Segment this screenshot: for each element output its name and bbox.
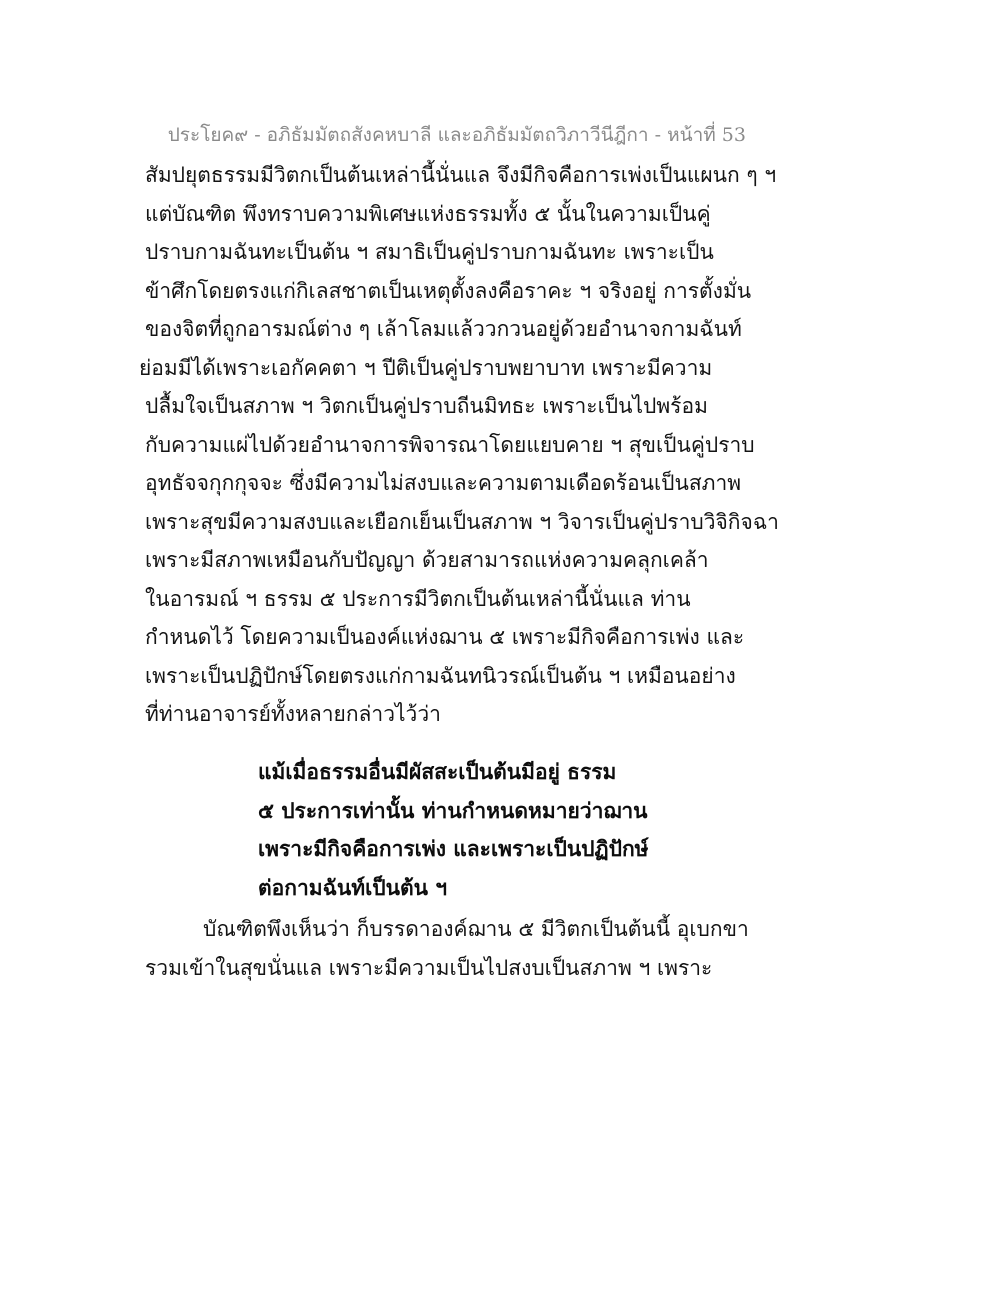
- text-line: เพราะสุขมีความสงบและเยือกเย็นเป็นสภาพ ฯ วิจารเป็นคู่ปราบวิจิกิจฉา: [145, 509, 779, 534]
- paragraph-closing: [145, 910, 865, 987]
- text-line: ข้าศึกโดยตรงแก่กิเลสชาตเป็นเหตุตั้งลงคือราคะ ฯ จริงอยู่ การตั้งมั่น: [145, 278, 752, 303]
- quote-line: ๕ ประการเท่านั้น ท่านกำหนดหมายว่าฌาน: [258, 797, 648, 823]
- text-line: รวมเข้าในสุขนั่นแล เพราะมีความเป็นไปสงบเป็นสภาพ ฯ เพราะ: [145, 955, 713, 980]
- text-line: ปลื้มใจเป็นสภาพ ฯ วิตกเป็นคู่ปราบถีนมิทธะ เพราะเป็นไปพร้อม: [145, 394, 708, 418]
- running-header: ประโยค๙ - อภิธัมมัตถสังคหบาลี และอภิธัมมัตถวิภาวีนีฎีกา - หน้าที่ 53: [167, 124, 746, 146]
- quote-line: เพราะมีกิจคือการเพ่ง และเพราะเป็นปฏิปักษ์: [258, 836, 649, 861]
- text-line: กับความแผ่ไปด้วยอำนาจการพิจารณาโดยแยบคาย ฯ สุขเป็นคู่ปราบ: [145, 432, 755, 457]
- paragraph-main: [139, 156, 865, 734]
- quote-line: แม้เมื่อธรรมอื่นมีผัสสะเป็นต้นมีอยู่ ธรรม: [258, 759, 617, 784]
- text-line: ย่อมมีได้เพราะเอกัคคตา ฯ ปีติเป็นคู่ปราบพยาบาท เพราะมีความ: [139, 355, 713, 380]
- block-quote: [258, 753, 858, 907]
- text-line: เพราะเป็นปฏิปักษ์โดยตรงแก่กามฉันทนิวรณ์เป็นต้น ฯ เหมือนอย่าง: [145, 663, 736, 688]
- text-line: อุทธัจจกุกกุจจะ ซึ่งมีความไม่สงบและความตามเดือดร้อนเป็นสภาพ: [145, 471, 742, 495]
- text-line: แต่บัณฑิต พึงทราบความพิเศษแห่งธรรมทั้ง ๕ นั้นในความเป็นคู่: [145, 201, 711, 226]
- quote-line: ต่อกามฉันท์เป็นต้น ฯ: [258, 874, 448, 900]
- text-line: ที่ท่านอาจารย์ทั้งหลายกล่าวไว้ว่า: [145, 702, 441, 726]
- text-line: ในอารมณ์ ฯ ธรรม ๕ ประการมีวิตกเป็นต้นเหล่านี้นั่นแล ท่าน: [145, 586, 691, 611]
- text-line: กำหนดไว้ โดยความเป็นองค์แห่งฌาน ๕ เพราะมีกิจคือการเพ่ง และ: [145, 625, 745, 649]
- text-line: บัณฑิตพึงเห็นว่า ก็บรรดาองค์ฌาน ๕ มีวิตกเป็นต้นนี้ อุเบกขา: [203, 917, 749, 941]
- text-line: เพราะมีสภาพเหมือนกับปัญญา ด้วยสามารถแห่งความคลุกเคล้า: [145, 548, 709, 572]
- text-line: ของจิตที่ถูกอารมณ์ต่าง ๆ เล้าโลมแล้ววกวนอยู่ด้วยอำนาจกามฉันท์: [145, 317, 742, 341]
- text-line: ปราบกามฉันทะเป็นต้น ฯ สมาธิเป็นคู่ปราบกามฉันทะ เพราะเป็น: [145, 240, 714, 264]
- text-line: สัมปยุตธรรมมีวิตกเป็นต้นเหล่านี้นั่นแล จึงมีกิจคือการเพ่งเป็นแผนก ๆ ฯ: [145, 163, 777, 187]
